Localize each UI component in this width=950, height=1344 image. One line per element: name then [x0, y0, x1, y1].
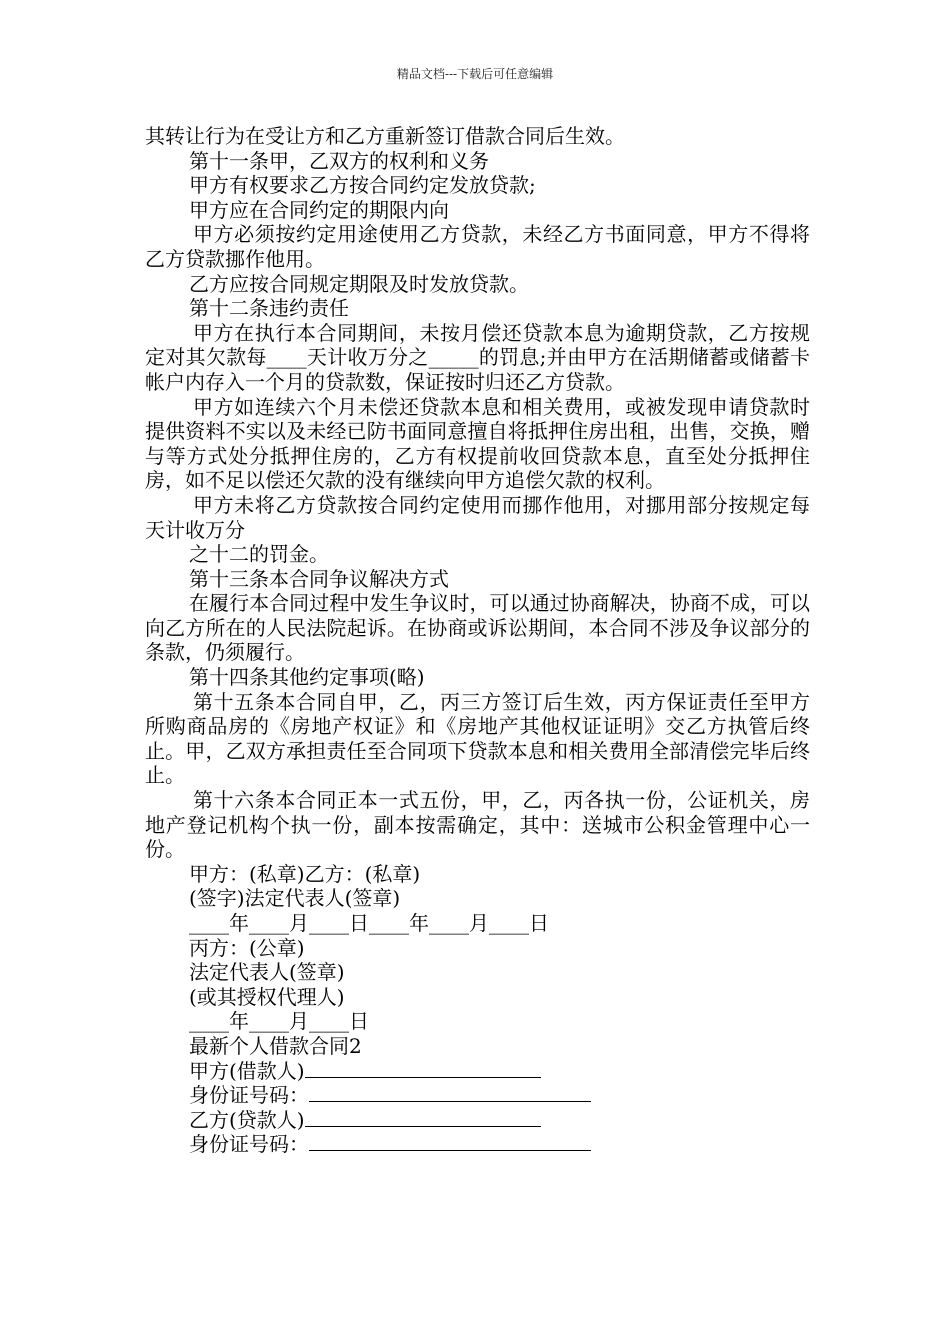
lender-id-field	[145, 1132, 810, 1157]
blank-line[interactable]	[309, 1083, 591, 1102]
contract-body	[145, 124, 810, 1157]
paragraph: 第十六条本合同正本一式五份，甲，乙，丙各执一份，公证机关，房地产登记机构个执一份，副本按需确定，其中：送城市公积金管理中心一份。	[145, 788, 810, 862]
date-line: ____年____月____日____年____月____日	[189, 911, 549, 935]
paragraph: 甲方在执行本合同期间，未按月偿还贷款本息为逾期贷款，乙方按规定对其欠款每____天计收万分之_____的罚息;并由甲方在活期储蓄或储蓄卡帐户内存入一个月的贷款数，保证按时归还乙方贷款。	[145, 320, 810, 394]
paragraph: 甲方应在合同约定的期限内向	[189, 197, 449, 222]
blank-line[interactable]	[305, 1059, 541, 1078]
date-line: ____年____月____日	[189, 1009, 369, 1034]
contract-title: 最新个人借款合同2	[189, 1033, 362, 1058]
signature-line: (或其授权代理人)	[189, 984, 345, 1009]
paragraph: 在履行本合同过程中发生争议时，可以通过协商解决，协商不成，可以向乙方所在的人民法院起诉。在协商或诉讼期间，本合同不涉及争议部分的条款，仍须履行。	[145, 591, 810, 665]
field-label: 甲方(借款人)	[189, 1058, 305, 1083]
lender-field	[145, 1108, 810, 1133]
field-label: 身份证号码：	[189, 1083, 309, 1108]
page-header: 精品文档---下载后可任意编辑	[396, 67, 554, 81]
signature-line: 甲方：(私章)乙方：(私章)	[189, 861, 421, 886]
paragraph: 甲方必须按约定用途使用乙方贷款，未经乙方书面同意，甲方不得将乙方贷款挪作他用。	[145, 222, 810, 271]
blank-line[interactable]	[305, 1108, 541, 1127]
article-heading: 第十二条违约责任	[189, 296, 349, 321]
paragraph: 甲方未将乙方贷款按合同约定使用而挪作他用，对挪用部分按规定每天计收万分	[145, 492, 810, 542]
signature-line: 丙方：(公章)	[189, 935, 305, 960]
blank-line[interactable]	[309, 1132, 591, 1151]
article-heading: 第十三条本合同争议解决方式	[189, 566, 449, 591]
paragraph: 第十五条本合同自甲，乙，丙三方签订后生效，丙方保证责任至甲方所购商品房的《房地产权证》和《房地产其他权证证明》交乙方执管后终止。甲，乙双方承担责任至合同项下贷款本息和相关费用全部清偿完毕后终止。	[145, 689, 810, 788]
field-label: 乙方(贷款人)	[189, 1107, 305, 1132]
borrower-id-field	[145, 1083, 810, 1108]
paragraph: 乙方应按合同规定期限及时发放贷款。	[189, 271, 529, 296]
article-heading: 第十一条甲，乙双方的权利和义务	[189, 148, 489, 173]
paragraph: 甲方如连续六个月未偿还贷款本息和相关费用，或被发现申请贷款时提供资料不实以及未经已防书面同意擅自将抵押住房出租，出售，交换，赠与等方式处分抵押住房的，乙方有权提前收回贷款本息，直至处分抵押住房，如不足以偿还欠款的没有继续向甲方追偿欠款的权利。	[145, 394, 810, 493]
field-label: 身份证号码：	[189, 1132, 309, 1157]
borrower-field	[145, 1059, 810, 1084]
signature-line: (签字)法定代表人(签章)	[189, 886, 401, 911]
paragraph: 甲方有权要求乙方按合同约定发放贷款;	[189, 173, 536, 198]
paragraph: 之十二的罚金。	[189, 542, 329, 567]
paragraph: 其转让行为在受让方和乙方重新签订借款合同后生效。	[145, 124, 625, 148]
article-heading: 第十四条其他约定事项(略)	[189, 665, 425, 690]
signature-line: 法定代表人(签章)	[189, 960, 345, 985]
